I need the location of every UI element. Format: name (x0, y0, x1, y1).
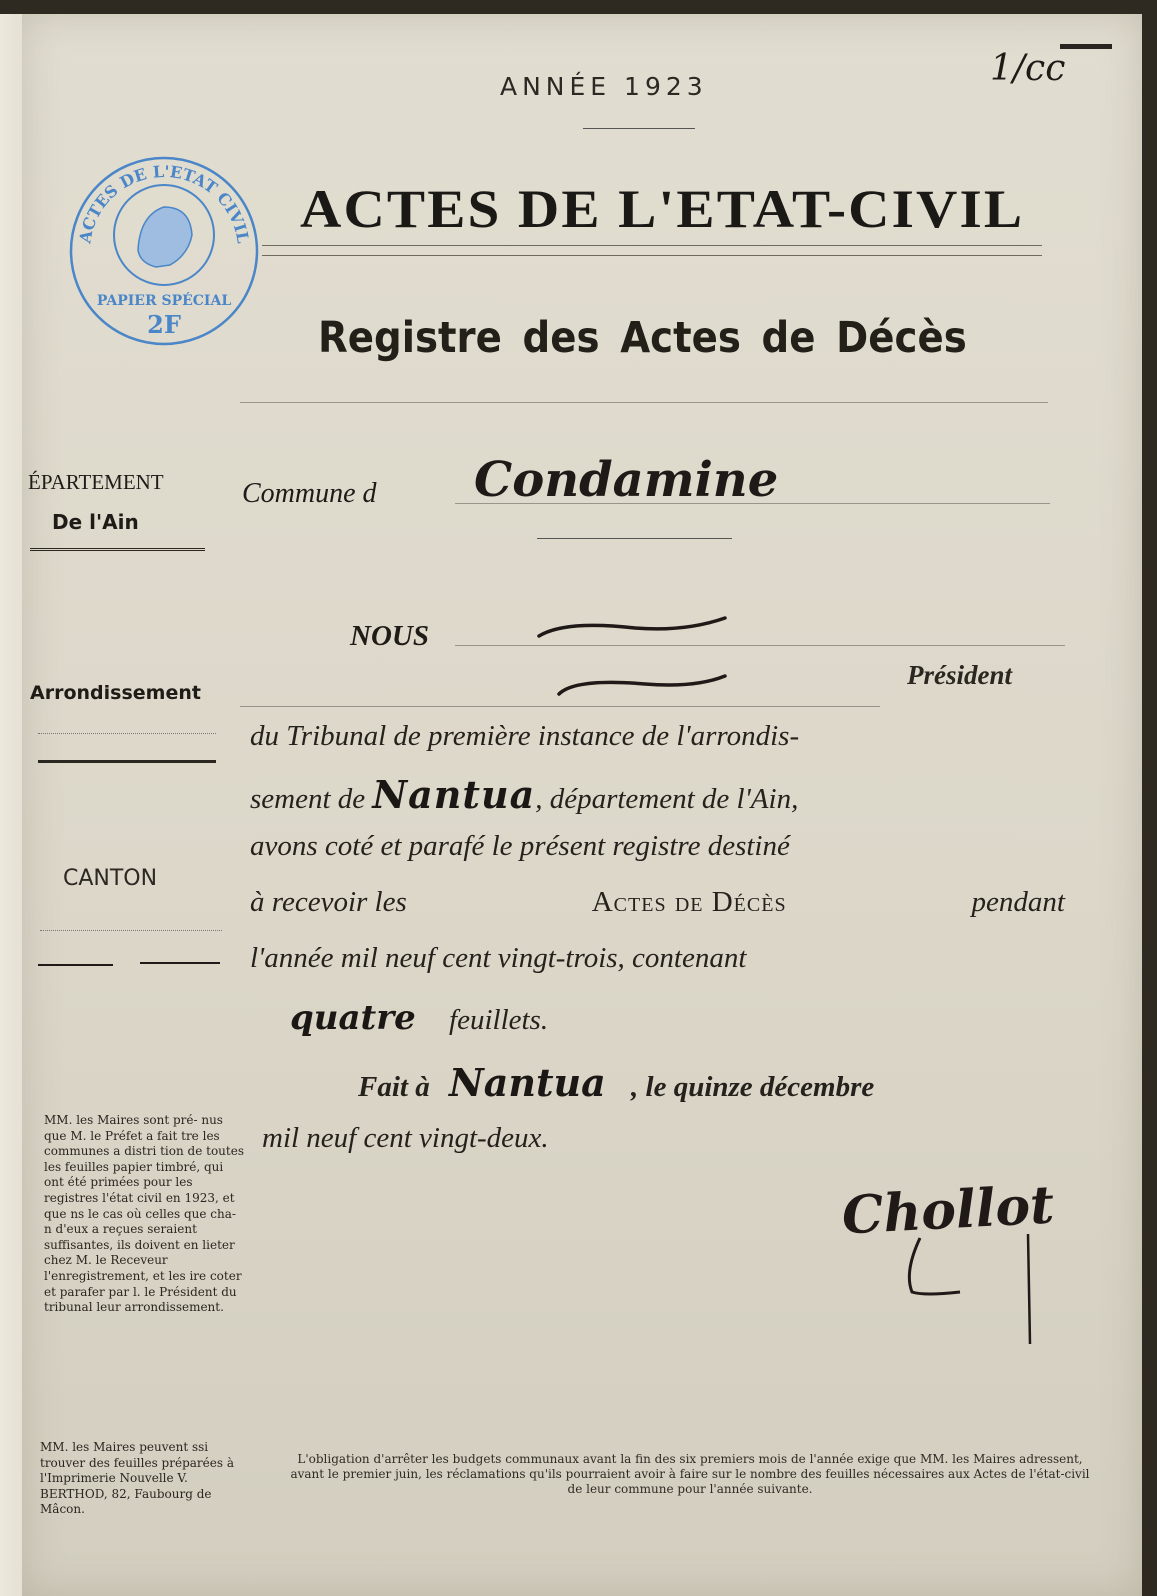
body-line-6 (290, 998, 548, 1038)
president-ink-stroke (555, 672, 735, 702)
canton-dash-2 (140, 962, 220, 964)
commune-label: Commune d (242, 478, 377, 509)
signature-flourish (890, 1232, 1050, 1352)
canton-label: CANTON (63, 866, 158, 891)
president-signature: Chollot (840, 1174, 1056, 1247)
stamp-value: 2F (147, 310, 181, 339)
nous-ink-stroke (535, 612, 735, 642)
sheet-count-post: feuillets. (449, 1004, 549, 1036)
page-title: ACTES DE L'ETAT-CIVIL (300, 179, 1025, 239)
reference-bar (1060, 44, 1112, 49)
department-label: ÉPARTEMENT (28, 470, 164, 494)
page-subtitle: Registre des Actes de Décès (318, 313, 967, 363)
body-line-7 (358, 1060, 874, 1105)
printer-note: MM. les Maires peuvent ssi trouver des feuilles préparées à l'Imprimerie Nouvelle V. BERTHOD, 82, Faubourg de Mâcon. (40, 1440, 234, 1517)
body-line-3: avons coté et parafé le présent registre destiné (250, 830, 790, 862)
stamp-top-text: ACTES DE L'ETAT CIVIL (75, 161, 253, 245)
year-rule (583, 128, 695, 129)
president-dotline (240, 706, 880, 707)
arrondissement-dots (38, 733, 216, 734)
commune-dotline (455, 503, 1050, 504)
canton-dots (40, 930, 222, 931)
body-line-2-pre: sement de (250, 783, 366, 815)
body-line-4-c: pendant (971, 886, 1065, 918)
stamp-bottom-text: PAPIER SPÉCIAL (96, 293, 232, 309)
fait-date: , le quinze décembre (631, 1071, 875, 1103)
nous-label: NOUS (350, 620, 429, 652)
tribunal-city-handwritten: Nantua (372, 772, 536, 817)
subtitle-rule (240, 402, 1048, 403)
president-label: Président (907, 660, 1012, 690)
nous-dotline (455, 645, 1065, 646)
tax-stamp (68, 155, 260, 347)
body-line-2-post: , département de l'Ain, (535, 783, 799, 815)
department-value: De l'Ain (52, 510, 139, 534)
arrondissement-label: Arrondissement (30, 682, 201, 704)
fait-city-handwritten: Nantua (448, 1060, 606, 1105)
mayors-note: MM. les Maires sont pré- nus que M. le Préfet a fait tre les communes a distri tion de toutes les feuilles papier timbré, qui ont été primées pour les registres l'état civil en 1923, et que ns le cas où celles que cha- n d'eux a reçues seraient suffisantes, ils doivent en lieter chez M. le Receveur l'enregistrement, et les ire coter et parafer par l. le Président du tribunal leur arrondissement. (44, 1113, 244, 1315)
sheet-count-handwritten: quatre (290, 998, 416, 1038)
actes-de-deces-label: Actes de Décès (591, 886, 787, 918)
body-line-4 (250, 886, 1065, 919)
department-rule (30, 548, 205, 551)
title-rule-2 (262, 255, 1042, 256)
commune-value-handwritten: Condamine (474, 452, 779, 508)
body-line-2 (250, 772, 798, 817)
body-line-1: du Tribunal de première instance de l'arrondis- (250, 720, 800, 752)
footer-note: L'obligation d'arrêter les budgets communaux avant la fin des six premiers mois de l'année exige que MM. les Maires adressent, avant le premier juin, les réclamations qu'ils pourraient avoir à faire sur le nombre des feuilles nécessaires aux Actes de l'état-civil de leur commune pour l'année suivante. (290, 1452, 1090, 1496)
title-rule-1 (262, 245, 1042, 246)
reference-mark: 1/cc (990, 48, 1066, 89)
body-line-8: mil neuf cent vingt-deux. (262, 1122, 549, 1154)
marianne-head-icon (138, 207, 192, 267)
arrondissement-rule (38, 760, 216, 763)
fait-label: Fait à (358, 1071, 430, 1103)
body-line-5: l'année mil neuf cent vingt-trois, contenant (250, 942, 747, 974)
year-heading: ANNÉE 1923 (500, 72, 708, 101)
body-line-4-a: à recevoir les (250, 886, 407, 918)
commune-rule (537, 538, 732, 539)
canton-dash-1 (38, 964, 113, 966)
